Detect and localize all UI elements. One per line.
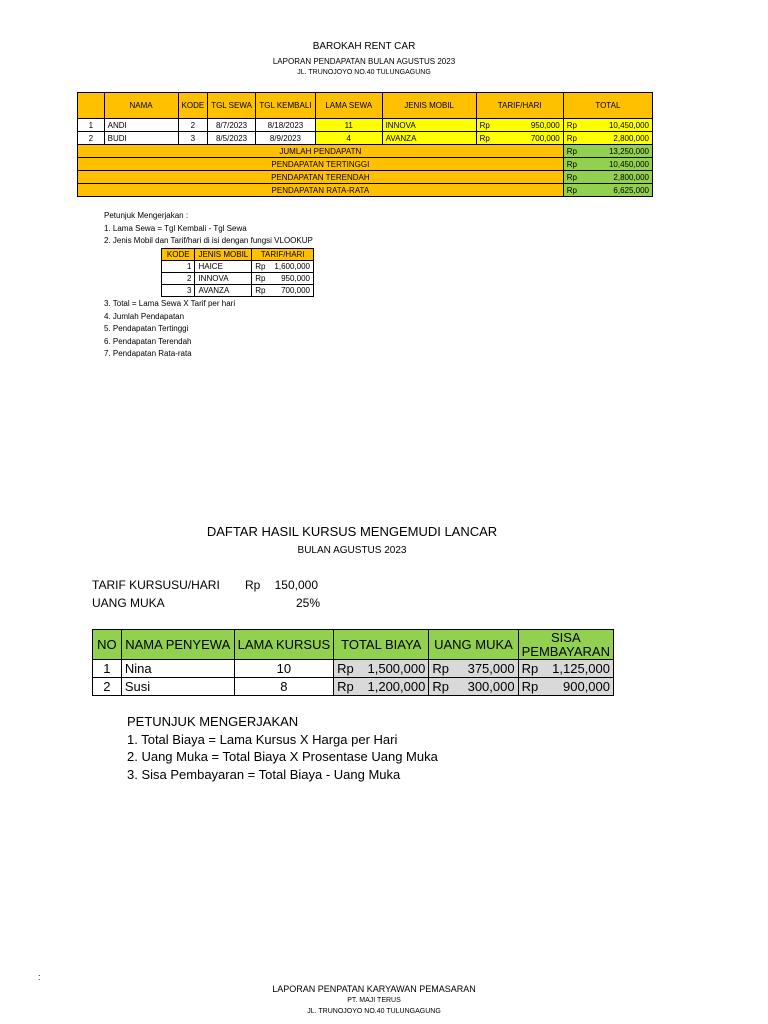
tariff-currency: Rp: [245, 578, 261, 592]
course-header-row: [93, 630, 614, 660]
remaining-cell: [518, 660, 613, 678]
remaining-value: 1,125,000: [552, 661, 610, 676]
summary-row: [78, 171, 653, 184]
car-type-cell: HAICE: [195, 261, 252, 273]
rent-title: BAROKAH RENT CAR: [312, 41, 416, 52]
lookup-header-row: [162, 249, 314, 261]
course-table: [92, 629, 614, 696]
total-cell: [563, 119, 652, 132]
currency-label: Rp: [255, 274, 266, 283]
summary-label: PENDAPATAN TERTINGGI: [78, 158, 564, 171]
down-payment-label: UANG MUKA: [92, 596, 165, 610]
currency-label: Rp: [521, 679, 539, 694]
instruction-line: 2. Uang Muka = Total Biaya X Prosentase Uang Muka: [127, 749, 438, 764]
summary-label: PENDAPATAN RATA-RATA: [78, 184, 564, 197]
footer-company: PT. MAJI TERUS: [347, 997, 401, 1004]
rent-date-cell: 8/7/2023: [208, 119, 256, 132]
header-cell: [78, 93, 105, 119]
header-cell: KODE: [162, 249, 195, 261]
tariff-label: TARIF KURSUSU/HARI: [92, 578, 220, 592]
currency-label: Rp: [432, 661, 449, 676]
summary-value-cell: [563, 145, 652, 158]
instruction-line: 3. Sisa Pembayaran = Total Biaya - Uang Muka: [127, 766, 401, 782]
rent-instructions-top: [104, 210, 313, 248]
rate-cell: [476, 132, 563, 145]
code-cell: 2: [162, 273, 195, 285]
summary-value-cell: [563, 171, 652, 184]
currency-label: Rp: [479, 133, 490, 143]
rent-date-cell: 8/5/2023: [208, 132, 256, 145]
remaining-value: 900,000: [563, 679, 610, 694]
summary-label: JUMLAH PENDAPATN: [78, 145, 564, 158]
down-payment-value: 300,000: [467, 679, 515, 694]
table-row: [162, 261, 314, 273]
lookup-table: [161, 248, 314, 297]
table-row: [162, 285, 314, 297]
table-row: [78, 132, 653, 145]
currency-label: Rp: [255, 286, 266, 295]
car-type-cell: AVANZA: [195, 285, 252, 297]
rate-value: 1,600,000: [274, 262, 310, 271]
currency-label: Rp: [255, 262, 266, 271]
total-cost-cell: [334, 660, 429, 678]
currency-label: Rp: [566, 120, 577, 130]
instruction-line: 7. Pendapatan Rata-rata: [104, 349, 192, 359]
remaining-cell: [518, 678, 613, 696]
down-payment-value: 375,000: [467, 661, 515, 676]
instruction-line: 1. Total Biaya = Lama Kursus X Harga per Hari: [127, 731, 398, 747]
header-cell: SISA PEMBAYARAN: [518, 630, 613, 660]
rent-instructions-bottom: [104, 298, 235, 361]
car-type-cell: INNOVA: [195, 273, 252, 285]
instruction-line: 2. Jenis Mobil dan Tarif/hari di isi dengan fungsi VLOOKUP: [104, 236, 313, 246]
header-cell: NAMA: [104, 93, 178, 119]
row-number: 2: [78, 132, 105, 145]
down-payment-cell: [429, 660, 518, 678]
header-cell: TOTAL: [563, 93, 652, 119]
rent-header-row: [78, 93, 653, 119]
header-cell: TGL SEWA: [208, 93, 256, 119]
header-cell: NAMA PENYEWA: [121, 630, 234, 660]
currency-label: Rp: [566, 133, 577, 143]
summary-value: 2,800,000: [613, 172, 649, 182]
total-cost-value: 1,500,000: [367, 661, 426, 676]
table-row: [78, 119, 653, 132]
currency-label: Rp: [566, 146, 577, 156]
rent-address: JL. TRUNOJOYO NO.40 TULUNGAGUNG: [297, 69, 431, 76]
header-cell: TGL KEMBALI: [255, 93, 315, 119]
total-cell: [563, 132, 652, 145]
instructions-title: Petunjuk Mengerjakan :: [104, 211, 189, 220]
rate-cell: [476, 119, 563, 132]
code-cell: 1: [162, 261, 195, 273]
summary-row: [78, 158, 653, 171]
row-number: 1: [93, 660, 122, 678]
total-cost-value: 1,200,000: [367, 679, 426, 694]
currency-label: Rp: [337, 661, 354, 676]
code-cell: 3: [162, 285, 195, 297]
currency-label: Rp: [479, 120, 490, 130]
car-type-cell: AVANZA: [382, 132, 476, 145]
instruction-line: 5. Pendapatan Tertinggi: [104, 324, 189, 334]
row-number: 2: [93, 678, 122, 696]
summary-row: [78, 145, 653, 158]
header-cell: LAMA KURSUS: [234, 630, 333, 660]
table-row: [162, 273, 314, 285]
currency-label: Rp: [337, 679, 354, 694]
instruction-line: 4. Jumlah Pendapatan: [104, 311, 185, 321]
name-cell: Nina: [121, 660, 234, 678]
total-value: 10,450,000: [608, 120, 649, 130]
summary-value-cell: [563, 184, 652, 197]
header-cell: TARIF/HARI: [476, 93, 563, 119]
rate-cell: [252, 261, 314, 273]
stray-colon: :: [38, 972, 41, 982]
currency-label: Rp: [566, 185, 577, 195]
rent-table: [77, 92, 653, 197]
summary-value: 10,450,000: [608, 159, 649, 169]
instruction-line: 6. Pendapatan Terendah: [104, 336, 192, 346]
rate-cell: [252, 285, 314, 297]
header-cell: JENIS MOBIL: [382, 93, 476, 119]
summary-row: [78, 184, 653, 197]
header-cell: TARIF/HARI: [252, 249, 314, 261]
tariff-value: 150,000: [274, 578, 318, 592]
footer-title: LAPORAN PENPATAN KARYAWAN PEMASARAN: [272, 984, 476, 994]
header-cell: KODE: [178, 93, 208, 119]
footer-address: JL. TRUNOJOYO NO.40 TULUNGAGUNG: [307, 1008, 441, 1015]
header-cell: TOTAL BIAYA: [334, 630, 429, 660]
course-subtitle: BULAN AGUSTUS 2023: [297, 545, 407, 556]
table-row: [93, 660, 614, 678]
duration-cell: 10: [234, 660, 333, 678]
summary-value-cell: [563, 158, 652, 171]
duration-cell: 8: [234, 678, 333, 696]
rent-subtitle: LAPORAN PENDAPATAN BULAN AGUSTUS 2023: [272, 57, 456, 66]
currency-label: Rp: [566, 172, 577, 182]
course-instructions: [127, 713, 438, 783]
instruction-line: 3. Total = Lama Sewa X Tarif per hari: [104, 299, 236, 308]
car-type-cell: INNOVA: [382, 119, 476, 132]
currency-label: Rp: [566, 159, 577, 169]
rate-value: 700,000: [281, 286, 310, 295]
row-number: 1: [78, 119, 105, 132]
rate-cell: [252, 273, 314, 285]
name-cell: BUDI: [104, 132, 178, 145]
instructions-title: PETUNJUK MENGERJAKAN: [127, 714, 299, 729]
rate-value: 950,000: [530, 120, 560, 130]
total-cost-cell: [334, 678, 429, 696]
header-cell: NO: [93, 630, 122, 660]
instruction-line: 1. Lama Sewa = Tgl Kembali - Tgl Sewa: [104, 223, 247, 233]
down-payment-percent: 25%: [295, 596, 320, 610]
summary-value: 13,250,000: [608, 146, 649, 156]
header-cell: UANG MUKA: [429, 630, 518, 660]
course-title: DAFTAR HASIL KURSUS MENGEMUDI LANCAR: [206, 524, 498, 539]
name-cell: Susi: [121, 678, 234, 696]
rate-value: 950,000: [281, 274, 310, 283]
header-cell: JENIS MOBIL: [195, 249, 252, 261]
table-row: [93, 678, 614, 696]
code-cell: 2: [178, 119, 208, 132]
name-cell: ANDI: [104, 119, 178, 132]
down-payment-cell: [429, 678, 518, 696]
summary-label: PENDAPATAN TERENDAH: [78, 171, 564, 184]
currency-label: Rp: [432, 679, 449, 694]
return-date-cell: 8/9/2023: [255, 132, 315, 145]
rate-value: 700,000: [530, 133, 560, 143]
code-cell: 3: [178, 132, 208, 145]
duration-cell: 4: [315, 132, 382, 145]
header-cell: LAMA SEWA: [315, 93, 382, 119]
duration-cell: 11: [315, 119, 382, 132]
return-date-cell: 8/18/2023: [255, 119, 315, 132]
currency-label: Rp: [521, 661, 539, 676]
total-value: 2,800,000: [613, 133, 649, 143]
summary-value: 6,625,000: [613, 185, 649, 195]
